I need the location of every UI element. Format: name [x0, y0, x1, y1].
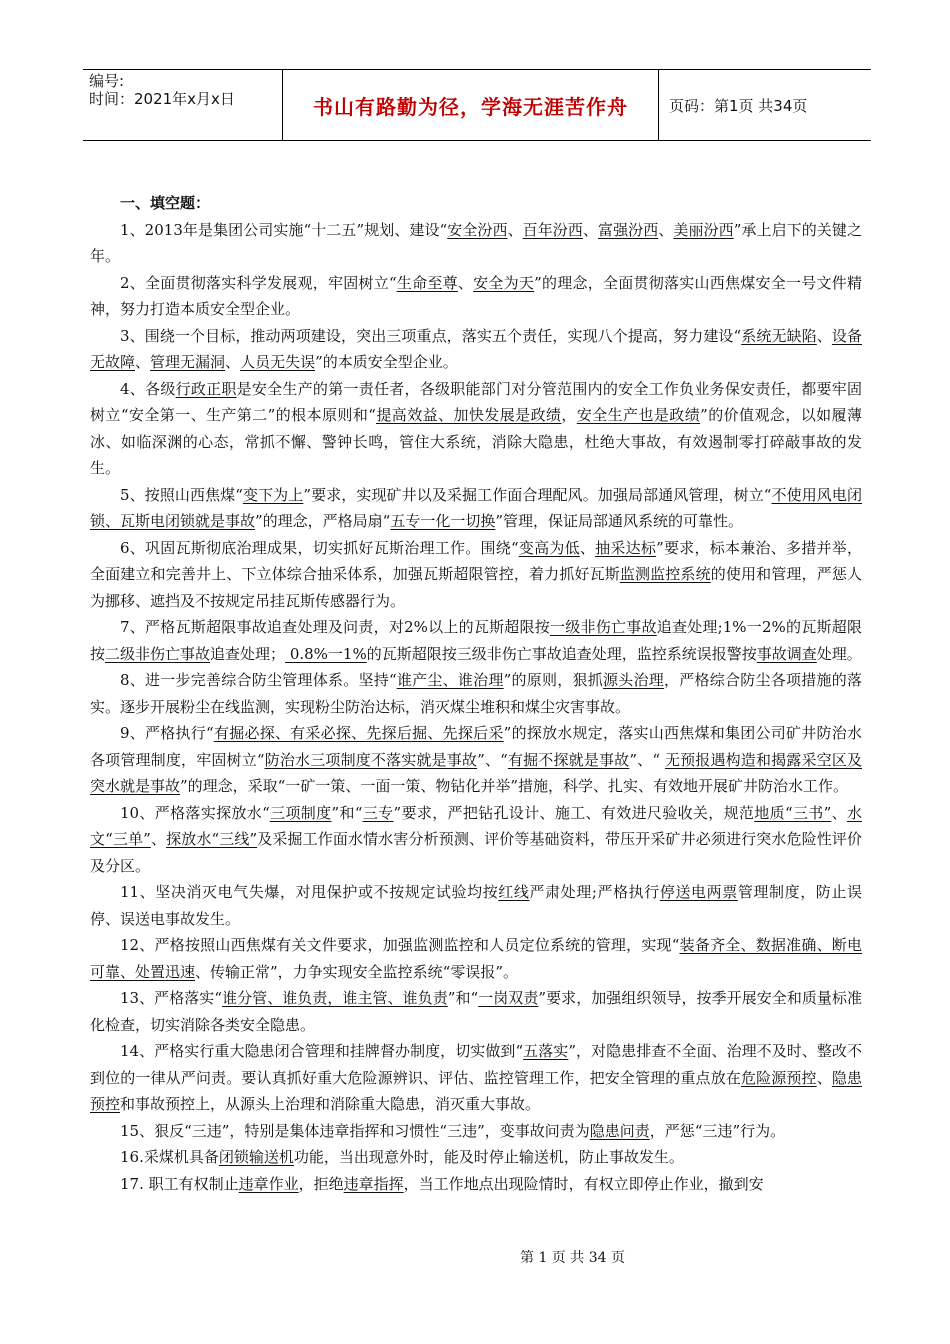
document-time-label: 时间：2021年x月x日	[89, 90, 235, 108]
paragraph-text: 、	[816, 326, 832, 345]
footer-page-number: 第 1 页 共 34 页	[520, 1250, 625, 1266]
paragraph	[90, 376, 862, 482]
paragraph-text: 5、按照山西焦煤“	[120, 485, 243, 504]
paragraph	[90, 1144, 862, 1171]
paragraph-text: ”的理念，全面贯彻落实山西焦煤安全一号文件精神，努力打造本质安全型企业。	[90, 273, 862, 318]
paragraph-text: 、	[831, 803, 847, 822]
answer-blank: 隐患问责	[589, 1121, 650, 1140]
paragraph-text: 14、严格实行重大隐患闭合管理和挂牌督办制度，切实做到“	[120, 1042, 524, 1060]
answer-blank: 隐患预控	[90, 1068, 862, 1113]
paragraph-text: ，严格综合防尘各项措施的落实。逐步开展粉尘在线监测，实现粉尘防治达标，消灭煤尘堆积和煤尘灾害事故。	[90, 671, 863, 716]
paragraph-text: 3、围绕一个目标，推动两项建设，突出三项重点，落实五个责任，实现八个提高，努力建设“	[120, 326, 742, 345]
answer-blank: 五专一化一切换	[390, 512, 496, 530]
paragraph-text: ”、“	[477, 750, 508, 769]
answer-blank: 三专	[362, 803, 394, 822]
paragraph	[90, 985, 862, 1038]
paragraph	[90, 482, 862, 535]
answer-blank: 地质“三书”	[754, 803, 832, 822]
paragraph-text: 12、严格按照山西焦煤有关文件要求，加强监测监控和人员定位系统的管理，实现“	[120, 936, 680, 954]
paragraph	[90, 1038, 862, 1118]
paragraph-text: 13、严格落实“	[120, 989, 223, 1007]
answer-blank: 行政正职	[175, 379, 237, 398]
header-meta	[83, 70, 282, 140]
answer-blank: 管理无漏洞	[150, 353, 226, 371]
answer-blank: 防治水三项制度不落实就是事故	[264, 750, 478, 769]
paragraph-text: 追查处理;1%一2%的瓦斯超限按	[90, 618, 862, 663]
paragraph-text: 、	[457, 273, 474, 292]
paragraph-text: ”的探放水规定，落实山西焦煤和集团公司矿井防治水各项管理制度，牢固树立“	[90, 724, 863, 769]
paragraph-text: 功能，当出现意外时，能及时停止输送机，防止事故发生。	[293, 1148, 684, 1166]
paragraph-text: ”要求，加强组织领导，按季开展安全和质量标准化检查，切实消除各类安全隐患。	[90, 989, 862, 1034]
paragraph-text: 1、2013年是集团公司实施“十二五”规划、建设“	[120, 220, 448, 239]
answer-blank: 三项制度	[269, 803, 332, 822]
paragraph-text: 、	[579, 538, 596, 557]
answer-blank: 红线	[498, 883, 530, 901]
answer-blank: 监测监控系统	[619, 565, 711, 583]
answer-blank: 有掘必探、有采必探、先探后掘、先探后采	[213, 724, 504, 742]
paragraph-text: 11、坚决消灭电气失爆，对甩保护或不按规定试验均按	[120, 883, 499, 901]
answer-blank: 富强汾西	[598, 220, 659, 239]
paragraph-text: 9、严格执行“	[120, 724, 214, 742]
answer-blank: 安全生产也是政绩	[576, 406, 701, 424]
paragraph	[90, 720, 862, 800]
paragraph-text: 、	[658, 220, 674, 239]
answer-blank: 0.8%一1%	[285, 644, 367, 663]
answer-blank: 二级非伤亡事故	[105, 644, 211, 663]
paragraph-text: ”承上启下的关键之年。	[90, 220, 862, 265]
paragraph	[90, 270, 862, 323]
answer-blank: 违章指挥	[343, 1174, 404, 1193]
answer-blank: 谁分管、谁负责，谁主管、谁负责	[222, 989, 448, 1007]
paragraph-text: 的瓦斯超限按三级非伤亡事故追查处理，监控系统误报警按	[366, 644, 757, 663]
paragraph	[90, 323, 862, 376]
paragraph	[90, 932, 862, 985]
answer-blank: 违章作业	[238, 1174, 299, 1193]
paragraph-text: 、	[225, 353, 241, 371]
answer-blank: 提高效益、加快发展是政绩	[375, 406, 562, 424]
paragraph	[90, 1171, 862, 1198]
paragraph-text: 严肃处理;严格执行	[529, 883, 660, 901]
paragraph-text: ”的价值观念，以如履薄冰、如临深渊的心态，常抓不懈、警钟长鸣，管住大系统，消除大隐患，杜绝大事故，有效遏制零打碎敲事故的发生。	[90, 406, 862, 477]
answer-blank: 停送电两票	[659, 883, 738, 901]
paragraph-text: 管理制度，防止误停、误送电事故发生。	[90, 883, 862, 928]
paragraph-text: 15、狠反“三违”，特别是集体违章指挥和习惯性“三违”，变事故问责为	[120, 1121, 590, 1140]
answer-blank: 美丽汾西	[673, 220, 734, 239]
paragraph-text: 和事故预控上，从源头上治理和消除重大隐患，消灭重大事故。	[120, 1095, 541, 1113]
paragraph-text: 、	[816, 1068, 832, 1087]
paragraph-text: 的使用和管理，严惩人为挪移、遮挡及不按规定吊挂瓦斯传感器行为。	[90, 565, 862, 610]
paragraph	[90, 614, 862, 667]
document-number-label: 编号:	[89, 72, 125, 90]
answer-blank: 一岗双责	[478, 989, 539, 1007]
paragraph-text: 、	[150, 830, 167, 848]
paragraph-text: 7、严格瓦斯超限事故追查处理及问责，对2%以上的瓦斯超限按	[120, 618, 551, 636]
page-header	[83, 69, 871, 141]
paragraph-text: ，当工作地点出现险情时，有权立即停止作业，撤到安	[403, 1174, 764, 1193]
answer-blank: 探放水“三线”	[166, 830, 258, 848]
paragraph-text: 10、严格落实探放水“	[120, 803, 270, 822]
paragraph-text: 、	[135, 353, 151, 371]
answer-blank: 系统无缺陷	[741, 326, 817, 345]
header-motto: 书山有路勤为径，学海无涯苦作舟	[282, 70, 659, 140]
answer-blank: 生命至尊	[396, 273, 458, 292]
answer-blank: 不使用风电闭锁、瓦斯电闭锁就是事故	[90, 485, 862, 530]
paragraph-text: 、	[507, 220, 523, 239]
answer-blank: 闭锁输送机	[218, 1148, 294, 1166]
paragraph-text: ，拒绝	[298, 1174, 344, 1193]
paragraph-text: 处理。	[816, 644, 862, 663]
paragraph-text: ，严惩“三违”行为。	[649, 1121, 786, 1140]
answer-blank: 人员无失误	[240, 353, 316, 371]
answer-blank: 变下为上	[242, 485, 304, 504]
answer-blank: 谁产尘、谁治理	[396, 671, 504, 689]
paragraph	[90, 1118, 862, 1145]
paragraph-text: ”和“	[331, 803, 363, 822]
paragraph-text: ”、“	[629, 750, 665, 769]
paragraph-text: ”和“	[447, 989, 479, 1007]
paragraph-text: ，	[561, 406, 577, 424]
paragraph-text: ”要求，严把钻孔设计、施工、有效进尺验收关，规范	[393, 803, 755, 822]
paragraph-text: ”要求，实现矿井以及采掘工作面合理配风。加强局部通风管理，树立“	[303, 485, 772, 504]
paragraph-text: 6、巩固瓦斯彻底治理成果，切实抓好瓦斯治理工作。围绕“	[120, 538, 519, 557]
answer-blank: 事故调查	[756, 644, 817, 663]
paragraph-text: 4、各级	[120, 379, 176, 398]
answer-blank: 抽采达标	[595, 538, 657, 557]
paragraph	[90, 800, 862, 880]
answer-blank: 百年汾西	[522, 220, 583, 239]
paragraph	[90, 535, 862, 615]
paragraph-text: ”管理，保证局部通风系统的可靠性。	[495, 512, 744, 530]
paragraph-list	[90, 217, 862, 1198]
answer-blank: 安全汾西	[447, 220, 508, 239]
answer-blank: 源头治理	[603, 671, 665, 689]
paragraph-text: ”的本质安全型企业。	[315, 353, 458, 371]
answer-blank: 有掘不探就是事故	[507, 750, 630, 769]
paragraph-text: 、	[582, 220, 599, 239]
paragraph-text: 及采掘工作面水情水害分析预测、评价等基础资料，带压开采矿井必须进行突水危险性评价及分区。	[90, 830, 862, 875]
paragraph-text: 17. 职工有权制止	[120, 1174, 239, 1193]
paragraph	[90, 217, 862, 270]
answer-blank: 设备无故障	[90, 326, 862, 371]
paragraph-text: ”的理念，严格局扇“	[255, 512, 391, 530]
answer-blank: 五落实	[523, 1042, 569, 1060]
paragraph-text: 16.采煤机具备	[120, 1148, 219, 1166]
paragraph-text: 8、进一步完善综合防尘管理体系。坚持“	[120, 671, 397, 689]
paragraph-text: ”的理念，采取“一矿一策、一面一策、物钻化并举”措施，科学、扎实、有效地开展矿井防治水工作。	[180, 777, 849, 795]
paragraph-text: 、传输正常”，力争实现安全监控系统“零误报”。	[195, 962, 519, 981]
answer-blank: 无预报遇构造和揭露采空区及突水就是事故	[90, 750, 862, 795]
paragraph	[90, 667, 862, 720]
answer-blank: 一级非伤亡事故	[550, 618, 657, 636]
paragraph-text: ”的原则，狠抓	[503, 671, 604, 689]
paragraph-text: 追查处理；	[210, 644, 286, 663]
paragraph-text: ”，对隐患排查不全面、治理不及时、整改不到位的一律从严问责。要认真抓好重大危险源辨识、评估、监控管理工作，把安全管理的重点放在	[90, 1042, 862, 1087]
document-body	[90, 190, 862, 1197]
section-title: 一、填空题：	[120, 194, 211, 212]
paragraph-text: 是安全生产的第一责任者，各级职能部门对分管范围内的安全工作负业务保安责任，都要牢固树立“安全第一、生产第二”的根本原则和“	[90, 379, 862, 424]
paragraph-text: 2、全面贯彻落实科学发展观，牢固树立“	[120, 273, 397, 292]
page-footer	[0, 1247, 950, 1267]
paragraph-text: ”要求，标本兼治、多措并举，全面建立和完善井上、下立体综合抽采体系，加强瓦斯超限管控，着力抓好瓦斯	[90, 538, 862, 583]
answer-blank: 装备齐全、数据准确、断电可靠、处置迅速	[90, 936, 862, 981]
answer-blank: 水文“三单”	[90, 803, 862, 848]
answer-blank: 变高为低	[518, 538, 580, 557]
header-page-info: 页码：第1页 共34页	[669, 96, 808, 115]
answer-blank: 安全为天	[473, 273, 535, 292]
paragraph	[90, 879, 862, 932]
answer-blank: 危险源预控	[740, 1068, 817, 1087]
